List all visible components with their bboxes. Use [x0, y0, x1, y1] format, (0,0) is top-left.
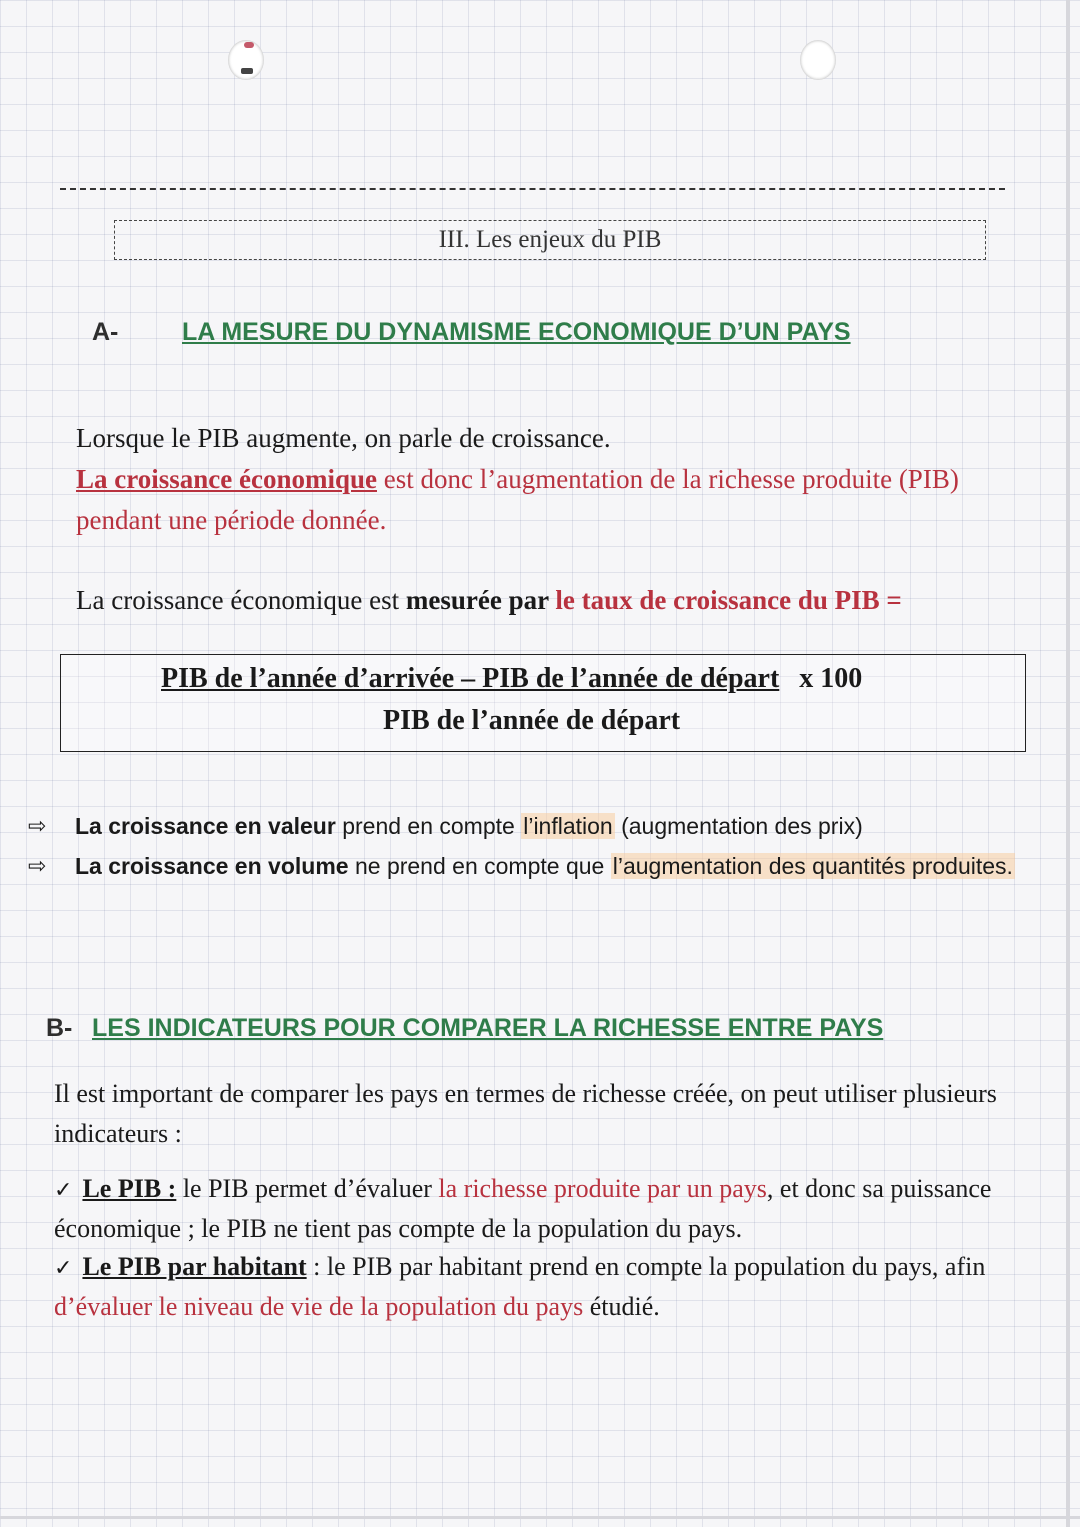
indicator-post: , et donc sa puissance économique ; le PIB ne tient pas compte de la population du pays.	[54, 1174, 992, 1243]
arrow-right-icon: ⇨	[28, 853, 47, 878]
bullet-rest: (augmentation des prix)	[614, 813, 863, 839]
bullet-highlight: l’augmentation des quantités produites.	[612, 853, 1013, 879]
indicator-pre: : le PIB par habitant prend en compte la population du pays, afin	[306, 1252, 986, 1281]
list-item	[54, 1170, 1024, 1248]
checkmark-icon: ✓	[54, 1178, 73, 1203]
indicator-term: Le PIB :	[82, 1174, 177, 1203]
formula-numerator-row	[161, 663, 862, 695]
chapter-title-text: III. Les enjeux du PIB	[438, 226, 662, 253]
arrow-right-icon: ⇨	[28, 813, 47, 838]
growth-rate-formula	[60, 654, 1026, 752]
list-item	[28, 806, 1028, 846]
measure-bold: mesurée par	[405, 585, 549, 615]
sheet-edge	[1066, 0, 1070, 1527]
indicators-list	[54, 1170, 1024, 1326]
section-b-letter: B-	[46, 1014, 73, 1042]
list-item	[28, 846, 1028, 886]
formula-multiplier: x 100	[799, 663, 863, 694]
dashed-divider	[60, 188, 1005, 190]
bullet-mid: prend en compte	[335, 813, 522, 839]
formula-numerator: PIB de l’année d’arrivée – PIB de l’année de départ	[161, 663, 780, 694]
checkmark-icon: ✓	[54, 1256, 73, 1281]
growth-measure	[76, 580, 1016, 621]
section-b-heading	[46, 1014, 883, 1043]
bullet-highlight: l’inflation	[523, 813, 613, 839]
formula-denominator: PIB de l’année de départ	[383, 705, 681, 736]
list-item	[54, 1248, 1024, 1326]
indicator-pre: le PIB permet d’évaluer	[176, 1174, 439, 1203]
growth-definition-line	[76, 459, 1016, 541]
bullet-mid: ne prend en compte que	[348, 853, 611, 879]
bullet-term: La croissance en valeur	[75, 813, 336, 839]
growth-definition	[76, 418, 1016, 541]
indicator-term: Le PIB par habitant	[82, 1252, 307, 1281]
indicators-intro: Il est important de comparer les pays en termes de richesse créée, on peut utiliser plusieurs indicateurs :	[54, 1079, 997, 1148]
indicator-red: la richesse produite par un pays	[438, 1174, 767, 1203]
measure-red: le taux de croissance du PIB =	[548, 585, 902, 615]
sheet-bottom-edge	[0, 1516, 1080, 1519]
bullet-term: La croissance en volume	[75, 853, 349, 879]
section-a-heading	[92, 318, 851, 347]
growth-types-list	[28, 806, 1028, 886]
growth-term: La croissance économique	[76, 464, 377, 494]
indicator-post: étudié.	[583, 1292, 660, 1321]
binder-hole-left	[228, 40, 264, 80]
binder-hole-right	[800, 40, 836, 80]
growth-intro: Lorsque le PIB augmente, on parle de croissance.	[76, 423, 611, 453]
section-a-letter: A-	[92, 318, 119, 346]
indicator-red: d’évaluer le niveau de vie de la population du pays	[54, 1292, 584, 1321]
chapter-title	[114, 220, 986, 260]
growth-definition-text: est donc l’augmentation de la richesse produite (PIB) pendant une période donnée.	[76, 464, 959, 535]
section-a-title: LA MESURE DU DYNAMISME ECONOMIQUE D’UN PAYS	[182, 318, 851, 346]
section-b-title: LES INDICATEURS POUR COMPARER LA RICHESSE ENTRE PAYS	[92, 1014, 884, 1042]
measure-prefix: La croissance économique est	[76, 585, 406, 615]
